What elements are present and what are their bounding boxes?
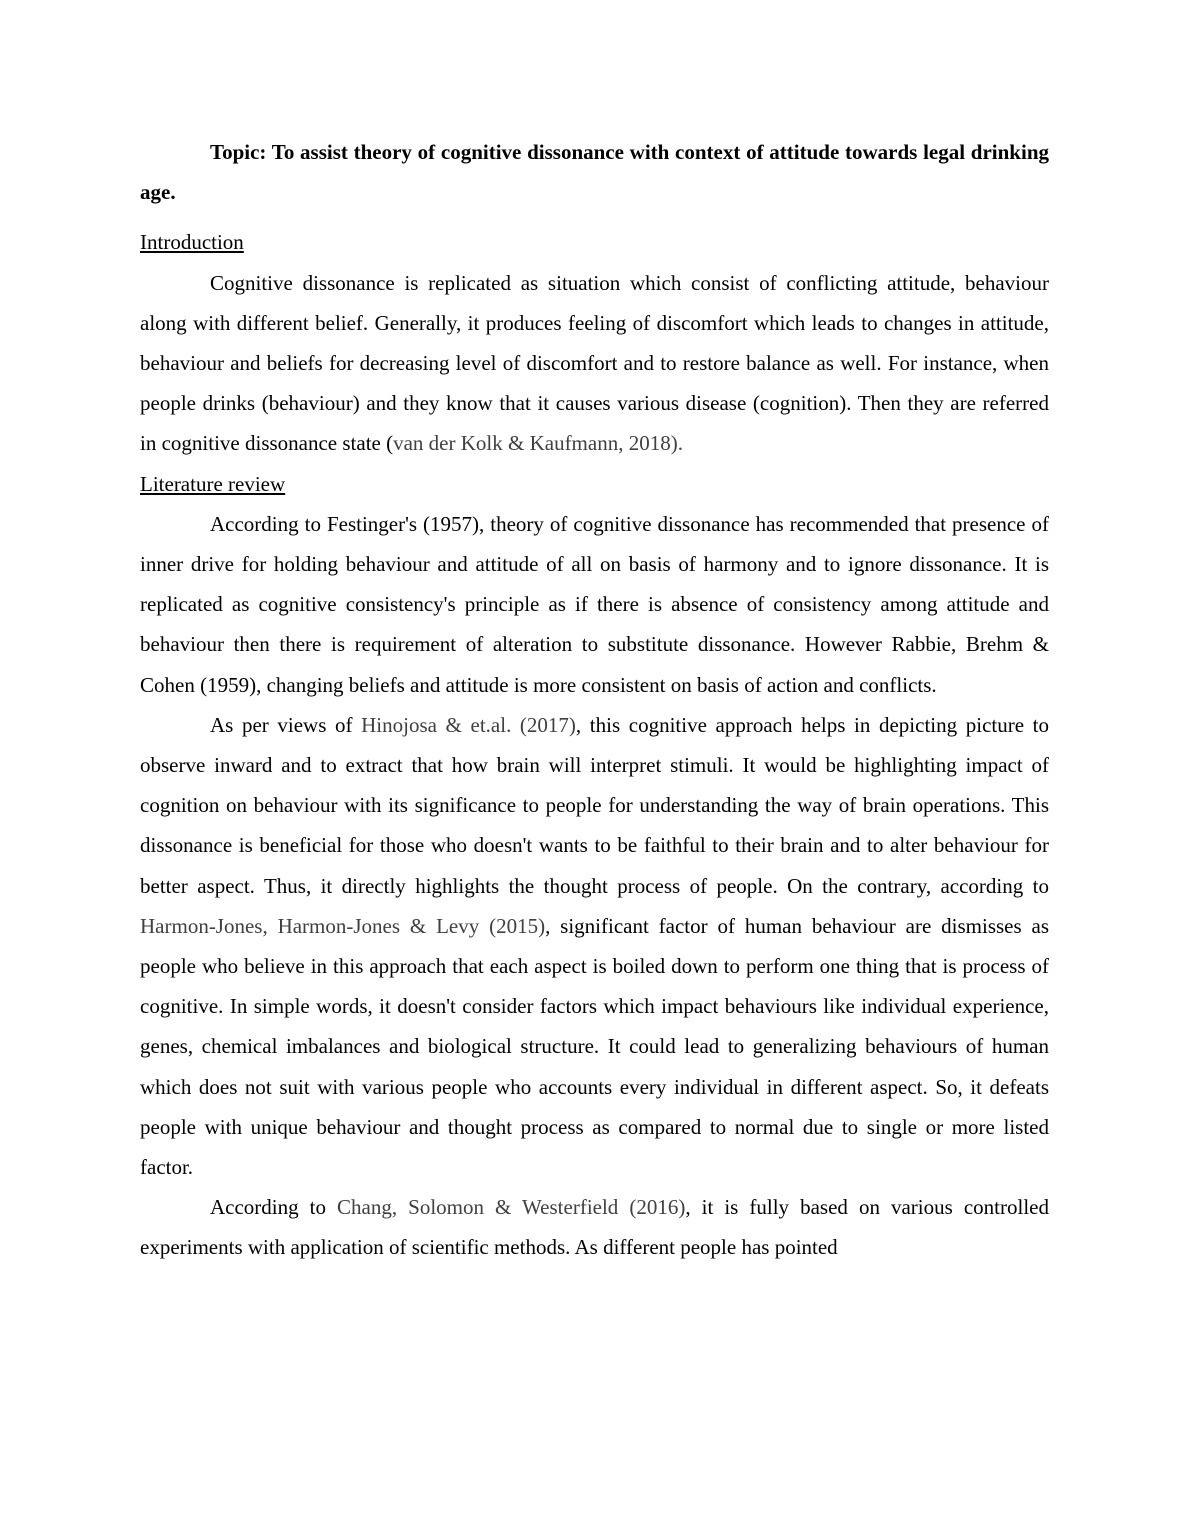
citation: Hinojosa & et.al. (2017): [361, 712, 576, 737]
paragraph-text: , this cognitive approach helps in depicting picture to observe inward and to extract that how brain will interpret stimuli. It would be highlighting impact of cognition on behaviour with its significance to people for understanding the way of brain operations. This dissonance is beneficial for those who doesn't wants to be faithful to their brain and to alter behaviour for better aspect. Thus, it directly highlights the thought process of people. On the contrary, according to: [140, 712, 1049, 898]
paragraph-text: According to: [210, 1195, 338, 1220]
literature-paragraph-2: [140, 705, 1049, 1187]
citation: van der Kolk & Kaufmann, 2018: [393, 431, 671, 456]
paragraph-text: Cognitive dissonance is replicated as situation which consist of conflicting attitude, behaviour along with different belief. Generally, it produces feeling of discomfort which leads to changes in attitude, behaviour and beliefs for decreasing level of discomfort and to restore balance as well. For instance, when people drinks (behaviour) and they know that it causes various disease (cognition). Then they are referred in cognitive dissonance state (: [140, 270, 1049, 456]
document-page: [140, 132, 1049, 1268]
literature-paragraph-1: According to Festinger's (1957), theory of cognitive dissonance has recommended that presence of inner drive for holding behaviour and attitude of all on basis of harmony and to ignore dissonance. It is replicated as cognitive consistency's principle as if there is absence of consistency among attitude and behaviour then there is requirement of alteration to substitute dissonance. However Rabbie, Brehm & Cohen (1959), changing beliefs and attitude is more consistent on basis of action and conflicts.: [140, 511, 1049, 697]
section-heading-introduction: Introduction: [140, 230, 244, 255]
section-heading-literature-review: Literature review: [140, 471, 286, 496]
paragraph-text: , it is fully based on various controlled experiments with application of scientific methods. As different people has pointed: [140, 1195, 1049, 1260]
paragraph-text: As per views of: [210, 712, 362, 737]
paragraph-text-end: ).: [670, 431, 683, 456]
citation: Harmon-Jones, Harmon-Jones & Levy (2015): [140, 913, 546, 938]
document-title: Topic: To assist theory of cognitive dissonance with context of attitude towards legal drinking age.: [140, 140, 1049, 205]
citation: Chang, Solomon & Westerfield (2016): [337, 1195, 686, 1220]
introduction-paragraph: [140, 263, 1049, 464]
literature-paragraph-3: [140, 1187, 1049, 1267]
paragraph-text: , significant factor of human behaviour are dismisses as people who believe in this approach that each aspect is boiled down to perform one thing that is process of cognitive. In simple words, it doesn't consider factors which impact behaviours like individual experience, genes, chemical imbalances and biological structure. It could lead to generalizing behaviours of human which does not suit with various people who accounts every individual in different aspect. So, it defeats people with unique behaviour and thought process as compared to normal due to single or more listed factor.: [140, 913, 1049, 1180]
